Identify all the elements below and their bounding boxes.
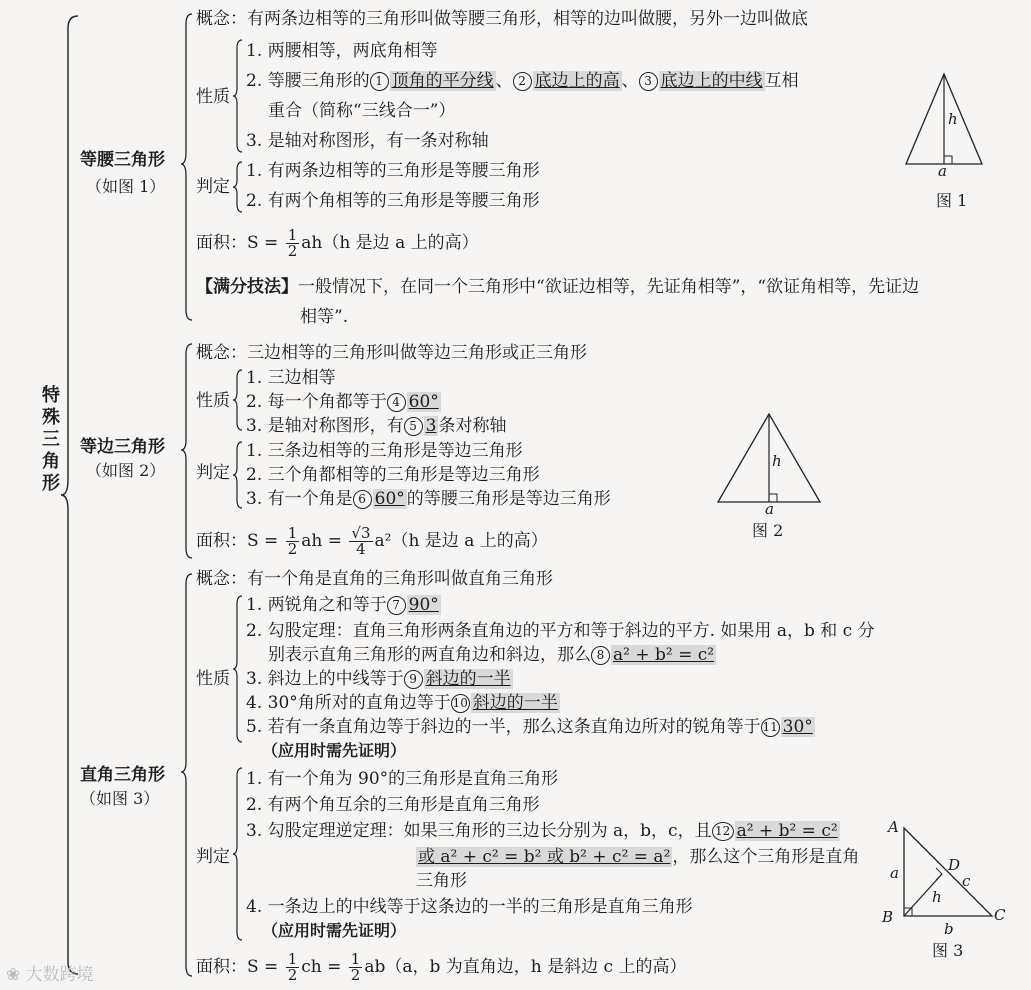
isosceles-judge-brace [232, 160, 244, 214]
watermark-logo-icon: ❀ [6, 965, 26, 985]
equilateral-judge-brace [232, 440, 244, 510]
watermark: ❀ 大数跨境 [6, 965, 94, 985]
right-judge-3: 3. 勾股定理逆定理：如果三角形的三边长分别为 a，b，c，且 12 a² + b² = c² [246, 821, 838, 841]
isosceles-tip: 【满分技法】一般情况下，在同一个三角形中“欲证边相等，先证角相等”，“欲证角相等，先证边 [196, 277, 920, 297]
figure-3-A: A [888, 818, 899, 836]
right-prop-5-note: （应用时需先证明） [262, 741, 407, 760]
isosceles-prop-3: 3. 是轴对称图形，有一条对称轴 [246, 131, 489, 151]
right-area: 面积：S = $\frac{1}{2}$ ch = $\frac{1}{2}$ ab（a，b 为直角边，h 是斜边 c 上的高） [196, 950, 687, 984]
figure-3 [896, 824, 1000, 924]
isosceles-concept: 概念：有两条边相等的三角形叫做等腰三角形，相等的边叫做腰，另外一边叫做底 [196, 9, 808, 29]
equilateral-prop-2: 2. 每一个角都等于 4 60° [246, 392, 439, 412]
figure-3-h: h [932, 888, 942, 906]
isosceles-prop-brace [232, 38, 244, 154]
right-brace [180, 572, 194, 978]
equilateral-prop-1: 1. 三边相等 [246, 368, 336, 388]
isosceles-area: 面积：S = $\frac{1}{2}$ ah（h 是边 a 上的高） [196, 226, 479, 260]
right-concept: 概念：有一个角是直角的三角形叫做直角三角形 [196, 569, 553, 589]
figure-3-D: D [948, 856, 961, 874]
root-title: 特殊三角形 [39, 385, 60, 495]
isosceles-title: 等腰三角形 [80, 150, 165, 170]
equilateral-prop-3: 3. 是轴对称图形，有 5 3 条对称轴 [246, 416, 507, 436]
figure-1-a: a [938, 162, 947, 180]
right-prop-label: 性质 [196, 669, 230, 689]
equilateral-prop-brace [232, 368, 244, 432]
figure-3-c: c [962, 872, 971, 890]
equilateral-judge-label: 判定 [196, 463, 230, 483]
isosceles-judge-1: 1. 有两条边相等的三角形是等腰三角形 [246, 161, 540, 181]
right-judge-3-line3: 三角形 [416, 871, 467, 891]
right-judge-2: 2. 有两个角互余的三角形是直角三角形 [246, 795, 540, 815]
equilateral-brace [180, 342, 194, 560]
figure-3-B: B [882, 908, 894, 926]
figure-3-b: b [944, 920, 954, 938]
right-judge-3-line2: 或 a² + c² = b² 或 b² + c² = a² ，那么这个三角形是直角 [418, 847, 860, 867]
right-prop-1: 1. 两锐角之和等于 7 90° [246, 595, 439, 615]
isosceles-judge-2: 2. 有两个角相等的三角形是等腰三角形 [246, 191, 540, 211]
right-prop-2-line2: 别表示直角三角形的两直角边和斜边，那么 8 a² + b² = c² [268, 645, 715, 665]
figure-1-caption: 图 1 [936, 191, 968, 210]
equilateral-ref: （如图 2） [86, 461, 166, 480]
isosceles-tip-line2: 相等”. [300, 307, 349, 327]
equilateral-judge-3: 3. 有一个角是 6 60° 的等腰三角形是等边三角形 [246, 489, 611, 509]
right-prop-2: 2. 勾股定理：直角三角形两条直角边的平方和等于斜边的平方. 如果用 a，b 和 c 分 [246, 621, 875, 641]
isosceles-ref: （如图 1） [86, 177, 166, 196]
isosceles-prop-label: 性质 [196, 87, 230, 107]
figure-2-caption: 图 2 [752, 521, 784, 540]
right-prop-brace [232, 594, 244, 744]
figure-3-C: C [994, 906, 1006, 924]
isosceles-judge-label: 判定 [196, 177, 230, 197]
right-judge-4: 4. 一条边上的中线等于这条边的一半的三角形是直角三角形 [246, 897, 693, 917]
equilateral-concept: 概念：三边相等的三角形叫做等边三角形或正三角形 [196, 343, 587, 363]
right-prop-5: 5. 若有一条直角边等于斜边的一半，那么这条直角边所对的锐角等于 11 30° [246, 717, 813, 737]
figure-2 [714, 410, 824, 506]
right-judge-brace [232, 766, 244, 942]
figure-3-caption: 图 3 [932, 941, 964, 960]
right-prop-3: 3. 斜边上的中线等于 9 斜边的一半 [246, 669, 511, 689]
right-judge-label: 判定 [196, 847, 230, 867]
figure-3-a: a [890, 864, 899, 882]
equilateral-area: 面积：S = $\frac{1}{2}$ ah = $\frac{√3}{4}$ a²（h 是边 a 上的高） [196, 524, 548, 558]
right-judge-4-note: （应用时需先证明） [262, 921, 407, 940]
equilateral-judge-1: 1. 三条边相等的三角形是等边三角形 [246, 441, 523, 461]
right-ref: （如图 3） [80, 789, 160, 808]
right-title: 直角三角形 [80, 765, 165, 785]
isosceles-prop-2: 2. 等腰三角形的 1 顶角的平分线 、 2 底边上的高 、 3 底边上的中线 互相 [246, 71, 799, 91]
equilateral-prop-label: 性质 [196, 391, 230, 411]
equilateral-title: 等边三角形 [80, 437, 165, 457]
isosceles-brace [180, 12, 194, 322]
figure-2-h: h [772, 452, 782, 470]
right-judge-1: 1. 有一个角为 90°的三角形是直角三角形 [246, 769, 559, 789]
root-brace [60, 14, 80, 976]
isosceles-prop-2-line2: 重合（简称“三线合一”） [268, 101, 456, 121]
isosceles-prop-1: 1. 两腰相等，两底角相等 [246, 41, 438, 61]
right-prop-4: 4. 30°角所对的直角边等于 10 斜边的一半 [246, 693, 558, 713]
figure-1-h: h [948, 110, 958, 128]
equilateral-judge-2: 2. 三个角都相等的三角形是等边三角形 [246, 465, 540, 485]
figure-2-a: a [765, 500, 774, 518]
